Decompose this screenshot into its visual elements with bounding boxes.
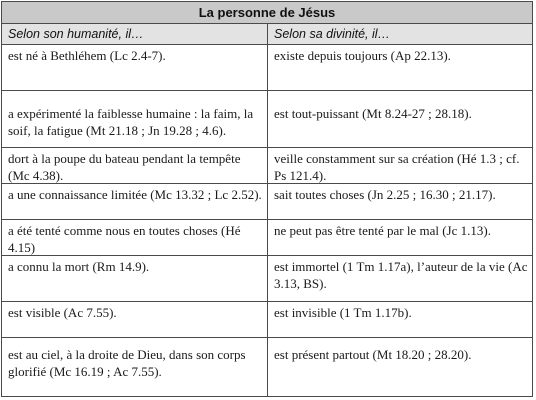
table-cell-humanity xyxy=(2,302,268,338)
table-cell-divinity xyxy=(268,45,532,91)
cell-text: a expérimenté la faiblesse humaine : la faim, la soif, la fatigue (Mt 21.18 ; Jn 19.28 ; 4.6). xyxy=(8,106,254,138)
table-cell-divinity xyxy=(268,256,532,302)
table-cell-humanity xyxy=(2,256,268,302)
cell-text: dort à la poupe du bateau pendant la tempête (Mc 4.38). xyxy=(8,151,241,183)
table-cell-divinity xyxy=(268,338,532,396)
table-cell-divinity xyxy=(268,220,532,256)
table-cell-humanity xyxy=(2,45,268,91)
cell-text: est tout-puissant (Mt 8.24-27 ; 28.18). xyxy=(274,106,472,121)
cell-text: est né à Bethléhem (Lc 2.4-7). xyxy=(8,48,166,63)
cell-text: a une connaissance limitée (Mc 13.32 ; Lc 2.52). xyxy=(8,187,262,202)
cell-text: veille constamment sur sa création (Hé 1.3 ; cf. Ps 121.4). xyxy=(274,151,520,183)
table-cell-humanity xyxy=(2,338,268,396)
table-cell-divinity xyxy=(268,302,532,338)
cell-text: a connu la mort (Rm 14.9). xyxy=(8,259,150,274)
table-cell-divinity xyxy=(268,148,532,184)
column-header-humanity: Selon son humanité, il… xyxy=(2,24,268,45)
cell-text: est immortel (1 Tm 1.17a), l’auteur de la vie (Ac 3.13, BS). xyxy=(274,259,528,291)
cell-text: a été tenté comme nous en toutes choses (Hé 4.15) xyxy=(8,223,241,255)
cell-text: est invisible (1 Tm 1.17b). xyxy=(274,305,412,320)
table-cell-humanity xyxy=(2,148,268,184)
cell-text: ne peut pas être tenté par le mal (Jc 1.13). xyxy=(274,223,491,238)
jesus-person-table xyxy=(1,1,533,397)
cell-text: sait toutes choses (Jn 2.25 ; 16.30 ; 21.17). xyxy=(274,187,496,202)
cell-text: existe depuis toujours (Ap 22.13). xyxy=(274,48,451,63)
table-title: La personne de Jésus xyxy=(2,2,532,24)
table-cell-divinity xyxy=(268,91,532,148)
cell-text: est visible (Ac 7.55). xyxy=(8,305,117,320)
table-cell-humanity xyxy=(2,220,268,256)
table-cell-divinity xyxy=(268,184,532,220)
table-cell-humanity xyxy=(2,91,268,148)
column-header-divinity: Selon sa divinité, il… xyxy=(268,24,532,45)
cell-text: est présent partout (Mt 18.20 ; 28.20). xyxy=(274,347,472,362)
cell-text: est au ciel, à la droite de Dieu, dans son corps glorifié (Mc 16.19 ; Ac 7.55). xyxy=(8,347,246,379)
table-cell-humanity xyxy=(2,184,268,220)
